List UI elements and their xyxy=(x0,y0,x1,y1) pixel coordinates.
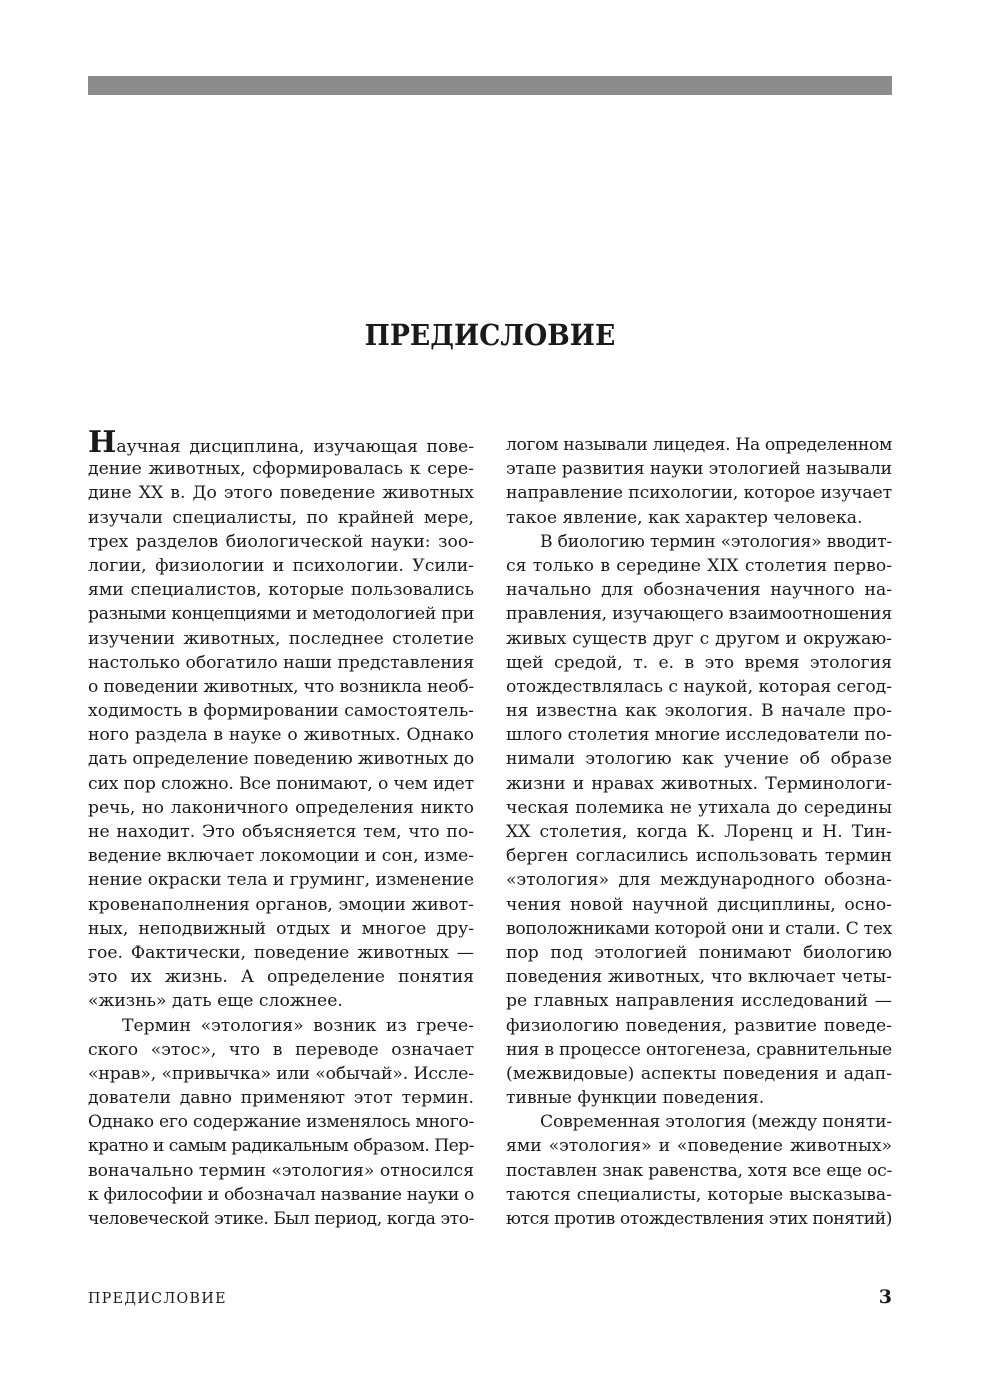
chapter-title: ПРЕДИСЛОВИЕ xyxy=(364,318,616,352)
text-line: о поведении животных, что возникла необ- xyxy=(88,676,474,697)
text-line: ния в процессе онтогенеза, сравнительные xyxy=(506,1039,892,1060)
text-line: поведения животных, что включает четы- xyxy=(506,967,892,988)
text-line: речь, но лаконичного определения никто xyxy=(88,797,474,818)
text-line: шлого столетия многие исследователи по- xyxy=(506,725,892,746)
text-line: «нрав», «привычка» или «обычай». Иссле- xyxy=(88,1063,474,1084)
text-line: настолько обогатило наши представления xyxy=(88,652,474,673)
right-column xyxy=(506,433,892,1231)
text-line: берген согласились использовать термин xyxy=(506,846,892,867)
text-line: изучали специалисты, по крайней мере, xyxy=(88,507,474,528)
text-line: направление психологии, которое изучает xyxy=(506,483,892,504)
text-line: гое. Фактически, поведение животных — xyxy=(88,942,474,963)
text-line: кровенаполнения органов, эмоции живот- xyxy=(88,894,474,915)
text-line: логии, физиологии и психологии. Усили- xyxy=(88,555,474,576)
text-line: Современная этология (между поняти- xyxy=(540,1112,892,1133)
text-line: дователи давно применяют этот термин. xyxy=(88,1088,474,1109)
text-line: человеческой этике. Был период, когда это- xyxy=(88,1209,474,1229)
text-line: изучении животных, последнее столетие xyxy=(88,628,474,649)
page-number: 3 xyxy=(878,1286,892,1308)
text-line: ня известна как экология. В начале про- xyxy=(506,701,892,722)
text-line: поставлен знак равенства, хотя все еще ос- xyxy=(506,1160,892,1181)
text-line: начально для обозначения научного на- xyxy=(506,580,892,601)
text-line: к философии и обозначал название науки о xyxy=(88,1184,474,1205)
text-line: воначально термин «этология» относился xyxy=(88,1160,474,1181)
text-line: разными концепциями и методологией при xyxy=(88,604,474,625)
text-line: «этология» для международного обозна- xyxy=(506,870,892,891)
text-line: такое явление, как характер человека. xyxy=(506,507,863,528)
text-line xyxy=(88,425,474,460)
drop-cap: Н xyxy=(88,425,117,460)
text-line: воположниками которой они и стали. С тех xyxy=(506,918,892,939)
top-decorative-bar xyxy=(88,76,892,95)
text-line: ного раздела в науке о животных. Однако xyxy=(88,725,474,746)
text-line: отождествлялась с наукой, которая сегод- xyxy=(506,676,892,697)
text-line: живых существ друг с другом и окружаю- xyxy=(506,628,892,649)
text-line: В биологию термин «этология» вводит- xyxy=(540,531,892,552)
text-line: логом называли лицедея. На определенном xyxy=(506,435,892,455)
text-line: «жизнь» дать еще сложнее. xyxy=(88,991,343,1012)
text-line: нимали этологию как учение об образе xyxy=(506,749,892,770)
text-line-content: аучная дисциплина, изучающая пове- xyxy=(116,437,474,457)
text-line: дать определение поведению животных до xyxy=(88,749,474,770)
text-line: таются специалисты, которые высказыва- xyxy=(506,1184,892,1205)
text-line: правления, изучающего взаимоотношения xyxy=(506,604,892,625)
text-line: жизни и нравах животных. Терминологи- xyxy=(506,773,892,794)
text-line: не находит. Это объясняется тем, что по- xyxy=(88,822,474,842)
text-line: (межвидовые) аспекты поведения и адап- xyxy=(506,1063,892,1084)
text-line: ями специалистов, которые пользовались xyxy=(88,580,474,601)
text-line: Однако его содержание изменялось много- xyxy=(88,1112,474,1133)
left-column xyxy=(88,425,474,1231)
text-line: XX столетия, когда К. Лоренц и Н. Тин- xyxy=(506,822,892,842)
text-line: ского «этос», что в переводе означает xyxy=(88,1039,474,1060)
text-line: ных, неподвижный отдых и многое дру- xyxy=(88,918,474,939)
text-line: ются против отождествления этих понятий) xyxy=(506,1209,892,1229)
text-line: нение окраски тела и груминг, изменение xyxy=(88,870,474,891)
text-line: ческая полемика не утихала до середины xyxy=(506,797,892,818)
text-line: кратно и самым радикальным образом. Пер- xyxy=(88,1136,474,1157)
text-line: пор под этологией понимают биологию xyxy=(506,942,892,963)
text-line: чения новой научной дисциплины, осно- xyxy=(506,894,892,915)
text-line: трех разделов биологической науки: зоо- xyxy=(88,531,474,552)
text-line: ходимость в формировании самостоятель- xyxy=(88,701,474,722)
text-line: дение животных, сформировалась к сере- xyxy=(88,459,474,480)
text-line: сих пор сложно. Все понимают, о чем идет xyxy=(88,773,474,794)
text-line: щей средой, т. е. в это время этология xyxy=(506,652,892,673)
text-line: Термин «этология» возник из грече- xyxy=(122,1015,474,1036)
text-line: это их жизнь. А определение понятия xyxy=(88,967,474,988)
text-line: ведение включает локомоции и сон, изме- xyxy=(88,846,474,867)
text-line: тивные функции поведения. xyxy=(506,1088,765,1109)
text-line: дине XX в. До этого поведение животных xyxy=(88,483,474,504)
text-line: ре главных направления исследований — xyxy=(506,991,892,1012)
text-line: ями «этология» и «поведение животных» xyxy=(506,1136,892,1157)
running-head: ПРЕДИСЛОВИЕ xyxy=(88,1289,227,1307)
text-line: физиологию поведения, развитие поведе- xyxy=(506,1015,892,1036)
text-line: этапе развития науки этологией называли xyxy=(506,459,892,480)
text-line: ся только в середине XIX столетия перво- xyxy=(506,555,892,576)
